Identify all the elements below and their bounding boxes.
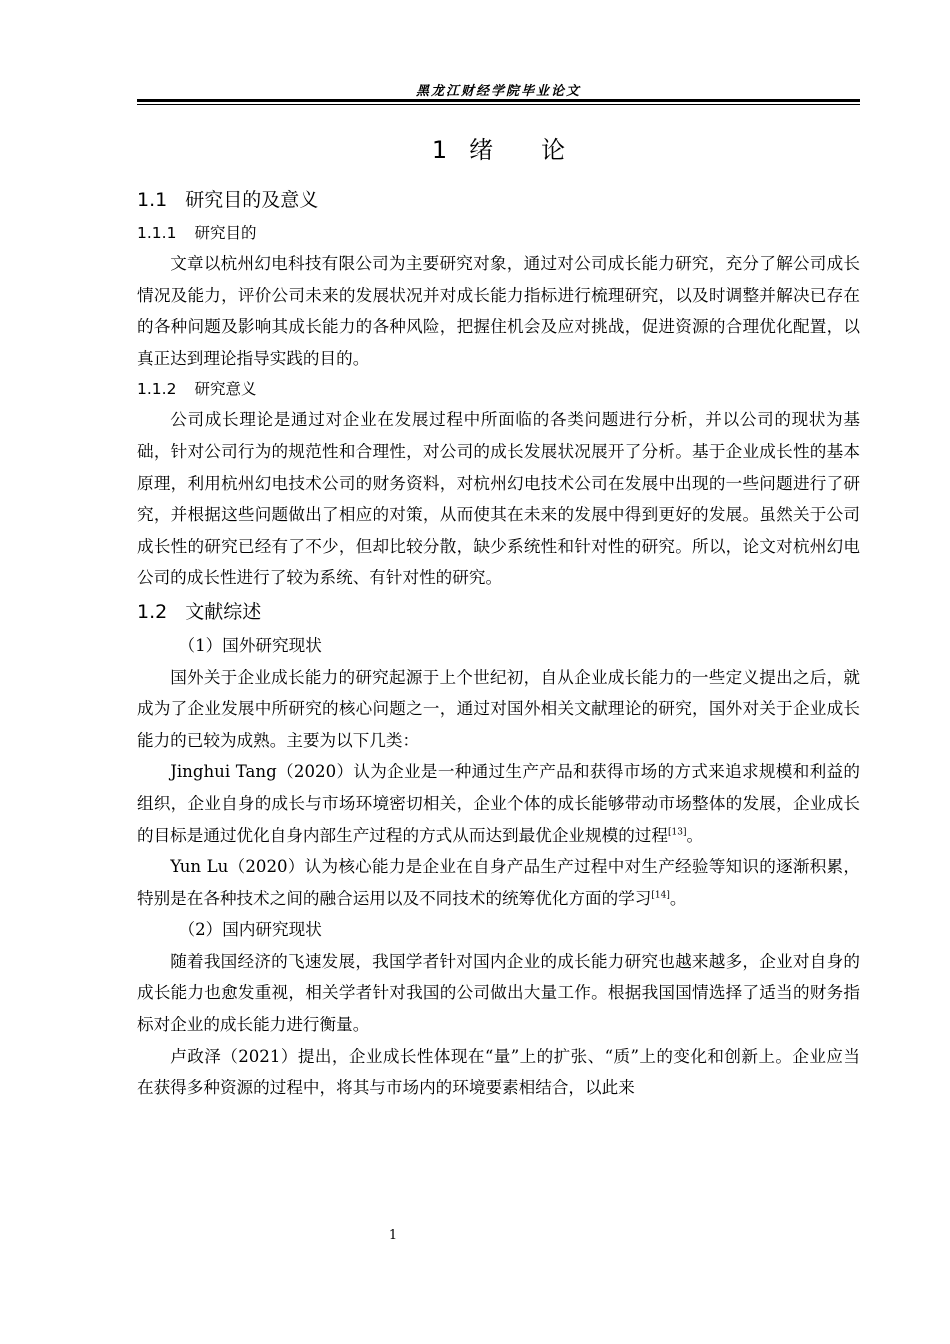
paragraph-text: Jinghui Tang（2020）认为企业是一种通过生产产品和获得市场的方式来追求规模和利益的组织，企业自身的成长与市场环境密切相关，企业个体的成长能够带动市场整体的发展，企业成长的目标是通过优化自身内部生产过程的方式从而达到最优企业规模的过程: [137, 762, 860, 845]
paragraph-end: 。: [669, 888, 687, 908]
citation-ref: [13]: [668, 826, 687, 837]
running-header: 黑龙江财经学院毕业论文: [415, 84, 581, 99]
page-body: [137, 130, 860, 1104]
subsection-title: 研究意义: [194, 380, 257, 399]
paragraph-research-purpose: 文章以杭州幻电科技有限公司为主要研究对象，通过对公司成长能力研究，充分了解公司成长情况及能力，评价公司未来的发展状况并对成长能力指标进行梳理研究，以及时调整并解决已存在的各种问题及影响其成长能力的各种风险，把握住机会及应对挑战，促进资源的合理优化配置，以真正达到理论指导实践的目的。: [137, 254, 860, 368]
section-heading-1-2: [137, 594, 860, 630]
section-number: 1.2: [137, 600, 168, 623]
subsection-number: 1.1.2: [137, 380, 177, 399]
header-thin-rule: [137, 104, 860, 105]
paragraph-domestic-overview: 随着我国经济的飞速发展，我国学者针对国内企业的成长能力研究也越来越多，企业对自身的成长能力也愈发重视，相关学者针对我国的公司做出大量工作。根据我国国情选择了适当的财务指标对企业的成长能力进行衡量。: [137, 951, 860, 1035]
chapter-title-text: 绪论: [469, 136, 614, 164]
sub-heading-domestic: （2）国内研究现状: [178, 920, 322, 940]
section-number: 1.1: [137, 189, 168, 211]
subsection-number: 1.1.1: [137, 224, 177, 242]
chapter-number: 1: [431, 136, 448, 164]
section-title: 文献综述: [185, 600, 262, 623]
section-title: 研究目的及意义: [185, 189, 319, 211]
paragraph-jinghui-tang: [137, 756, 860, 851]
chapter-title: [137, 130, 860, 170]
section-heading-1-1: [137, 182, 860, 218]
page-number: 1: [388, 1228, 398, 1243]
subsection-title: 研究目的: [194, 224, 257, 242]
paragraph-yun-lu: [137, 851, 860, 914]
paragraph-research-significance: 公司成长理论是通过对企业在发展过程中所面临的各类问题进行分析，并以公司的现状为基础，针对公司行为的规范性和合理性，对公司的成长发展状况展开了分析。基于企业成长性的基本原理，利用杭州幻电技术公司的财务资料，对杭州幻电技术公司在发展中出现的一些问题进行了研究，并根据这些问题做出了相应的对策，从而使其在未来的发展中得到更好的发展。虽然关于公司成长性的研究已经有了不少，但却比较分散，缺少系统性和针对性的研究。所以，论文对杭州幻电公司的成长性进行了较为系统、有针对性的研究。: [137, 410, 860, 588]
header-thick-rule: [137, 99, 860, 102]
subsection-heading-1-1-2: [137, 374, 860, 404]
sub-heading-foreign: （1）国外研究现状: [178, 635, 322, 655]
paragraph-foreign-overview: 国外关于企业成长能力的研究起源于上个世纪初，自从企业成长能力的一些定义提出之后，就成为了企业发展中所研究的核心问题之一，通过对国外相关文献理论的研究，国外对关于企业成长能力的已较为成熟。主要为以下几类：: [137, 667, 860, 750]
paragraph-end: 。: [686, 825, 704, 845]
subsection-heading-1-1-1: [137, 218, 860, 248]
citation-ref: [14]: [651, 890, 670, 901]
paragraph-text: Yun Lu（2020）认为核心能力是企业在自身产品生产过程中对生产经验等知识的逐渐积累，特别是在各种技术之间的融合运用以及不同技术的统筹优化方面的学习: [137, 857, 860, 908]
paragraph-lu-zhengze: 卢政泽（2021）提出，企业成长性体现在“量”上的扩张、“质”上的变化和创新上。企业应当在获得多种资源的过程中，将其与市场内的环境要素相结合，以此来: [137, 1046, 860, 1098]
